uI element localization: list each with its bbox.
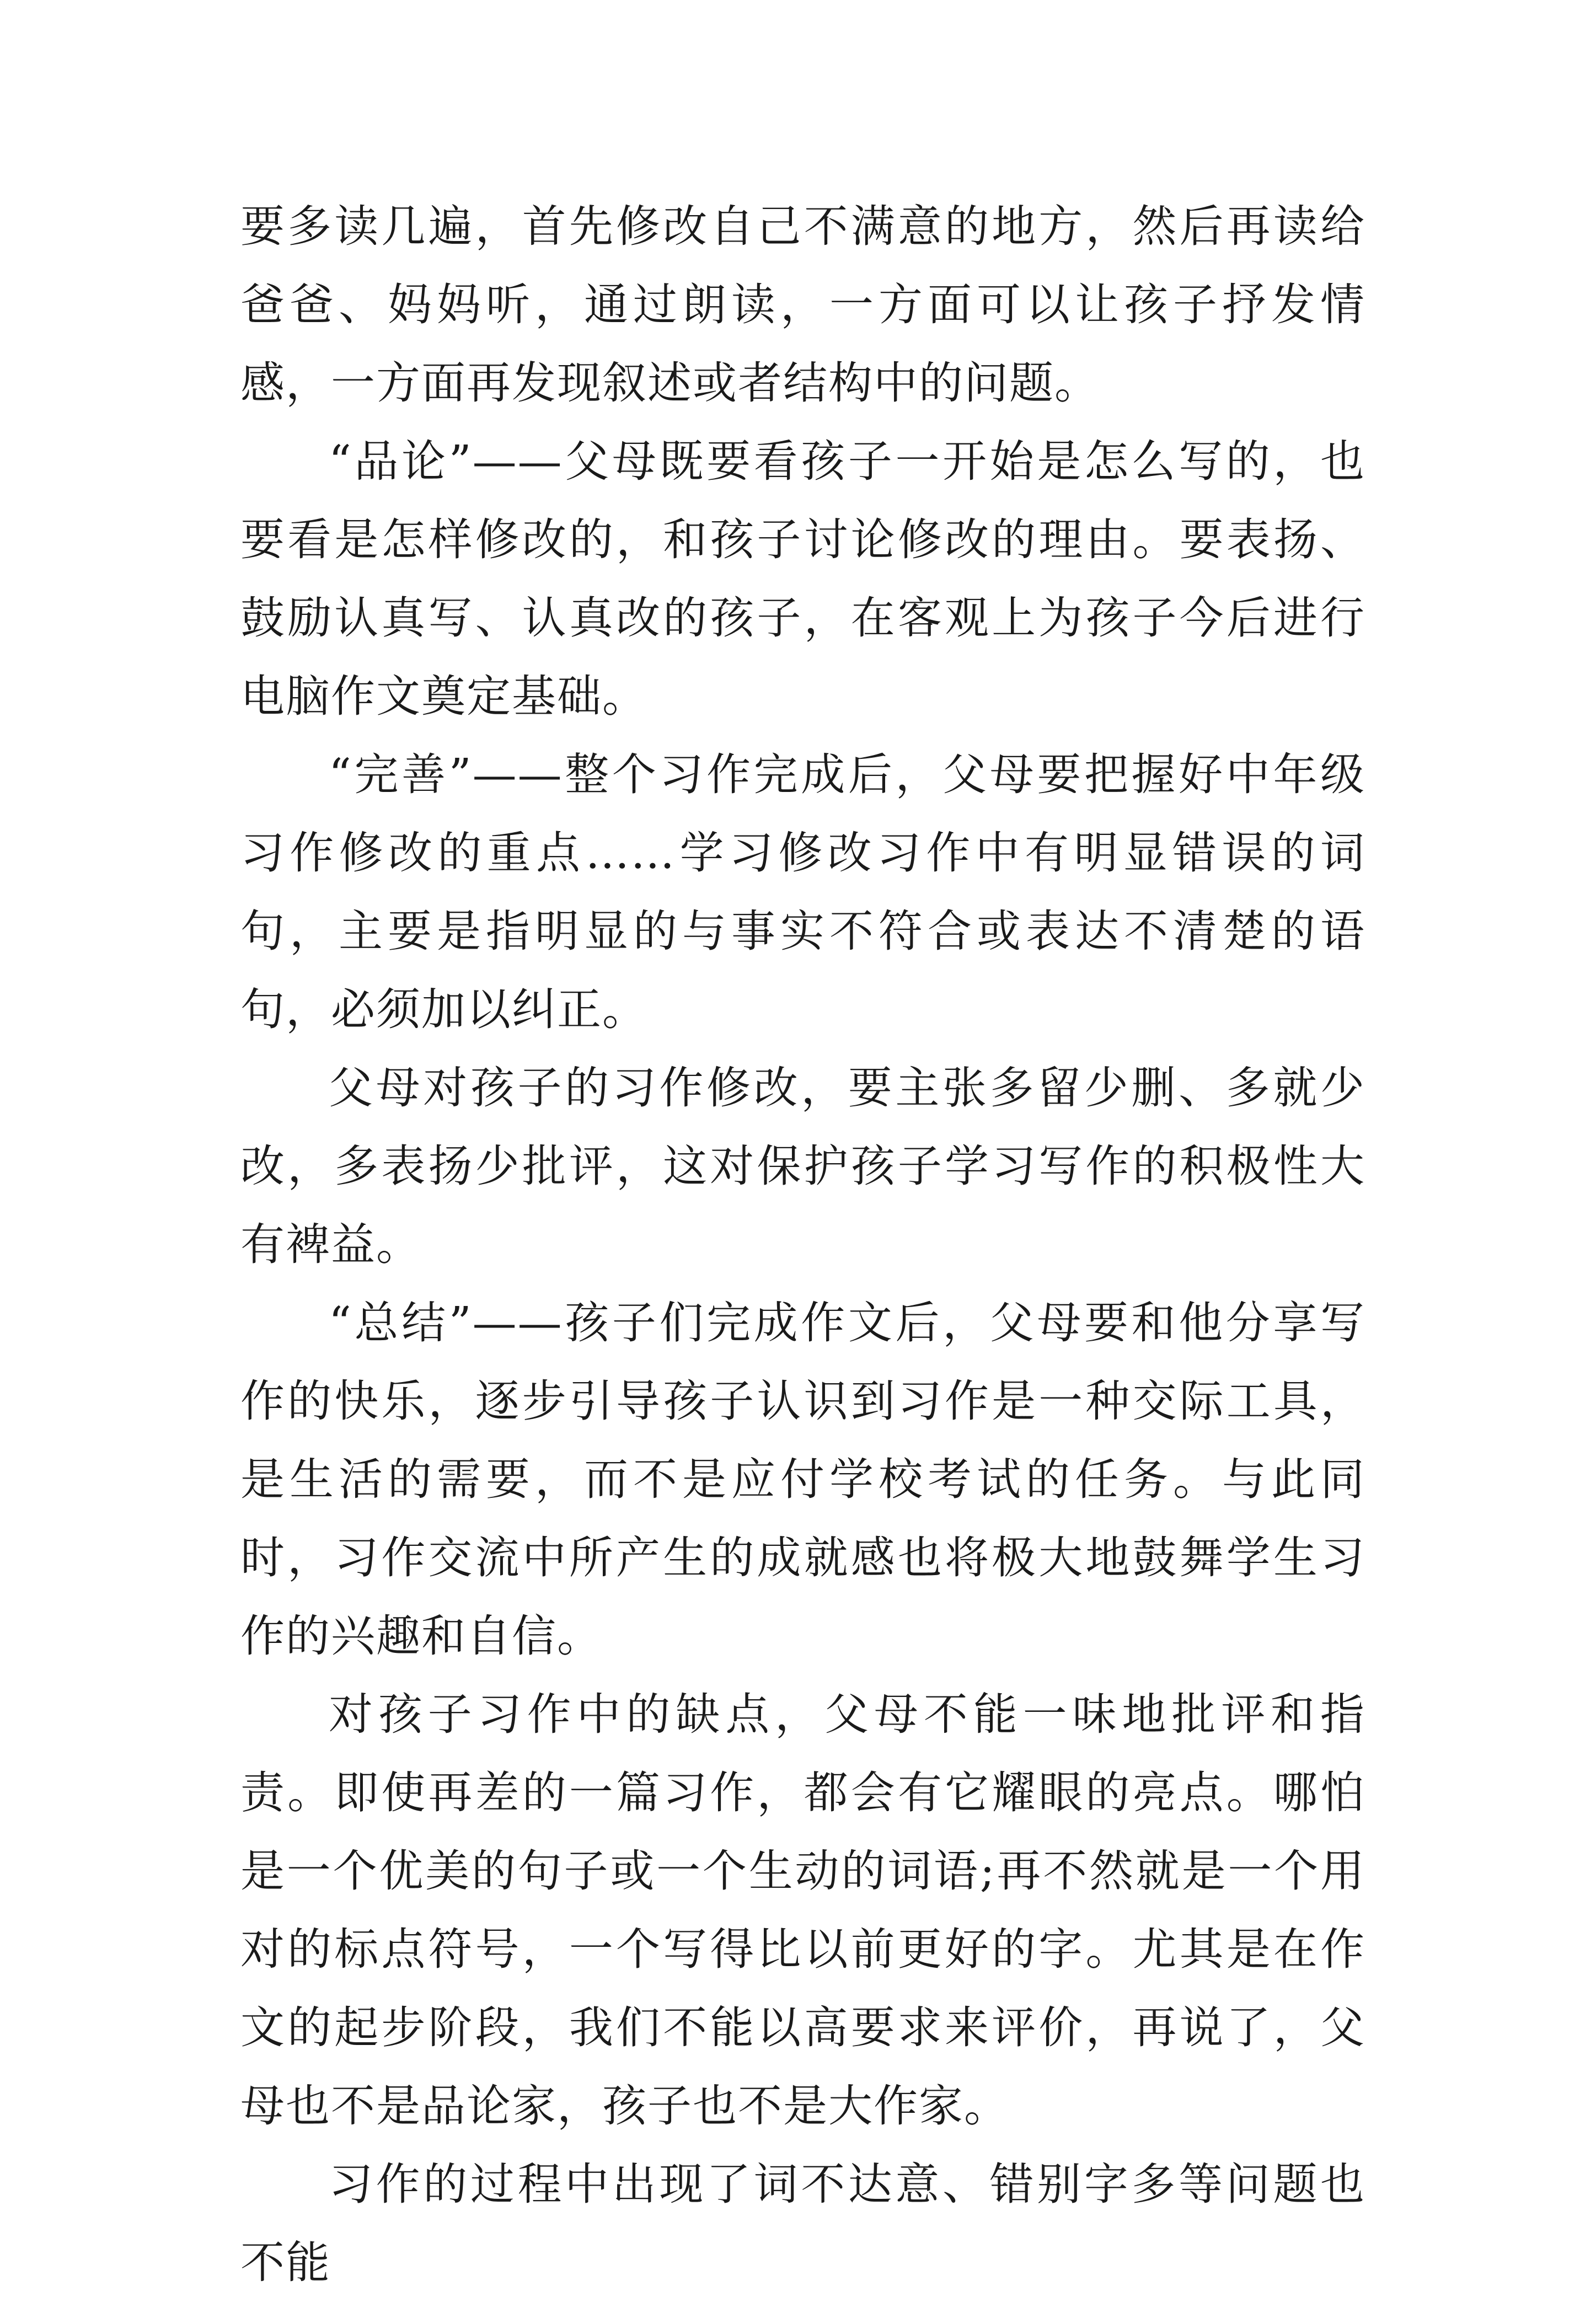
body-text xyxy=(240,188,1365,2302)
paragraph-last: 习作的过程中出现了词不达意、错别字多等问题也不能 xyxy=(240,2159,1365,2288)
paragraph-1: 要多读几遍，首先修改自己不满意的地方，然后再读给爸爸、妈妈听，通过朗读，一方面可以让孩子抒发情感，一方面再发现叙述或者结构中的问题。 xyxy=(240,201,1365,409)
paragraph-pinlun: “品论”——父母既要看孩子一开始是怎么写的，也要看是怎样修改的，和孩子讨论修改的理由。要表扬、鼓励认真写、认真改的孩子，在客观上为孩子今后进行电脑作文奠定基础。 xyxy=(240,436,1365,722)
paragraph-zongjie: “总结”——孩子们完成作文后，父母要和他分享写作的快乐，逐步引导孩子认识到习作是一种交际工具，是生活的需要，而不是应付学校考试的任务。与此同时，习作交流中所产生的成就感也将极大地鼓舞学生习作的兴趣和自信。 xyxy=(240,1297,1365,1662)
paragraph-revision-advice: 父母对孩子的习作修改，要主张多留少删、多就少改，多表扬少批评，这对保护孩子学习写作的积极性大有裨益。 xyxy=(240,1062,1365,1270)
paragraph-wanshan: “完善”——整个习作完成后，父母要把握好中年级习作修改的重点……学习修改习作中有明显错误的词句，主要是指明显的与事实不符合或表达不清楚的语句，必须加以纠正。 xyxy=(240,749,1365,1035)
paragraph-shortcomings: 对孩子习作中的缺点，父母不能一味地批评和指责。即使再差的一篇习作，都会有它耀眼的亮点。哪怕是一个优美的句子或一个生动的词语;再不然就是一个用对的标点符号，一个写得比以前更好的字。尤其是在作文的起步阶段，我们不能以高要求来评价，再说了，父母也不是品论家，孩子也不是大作家。 xyxy=(240,1689,1365,2132)
